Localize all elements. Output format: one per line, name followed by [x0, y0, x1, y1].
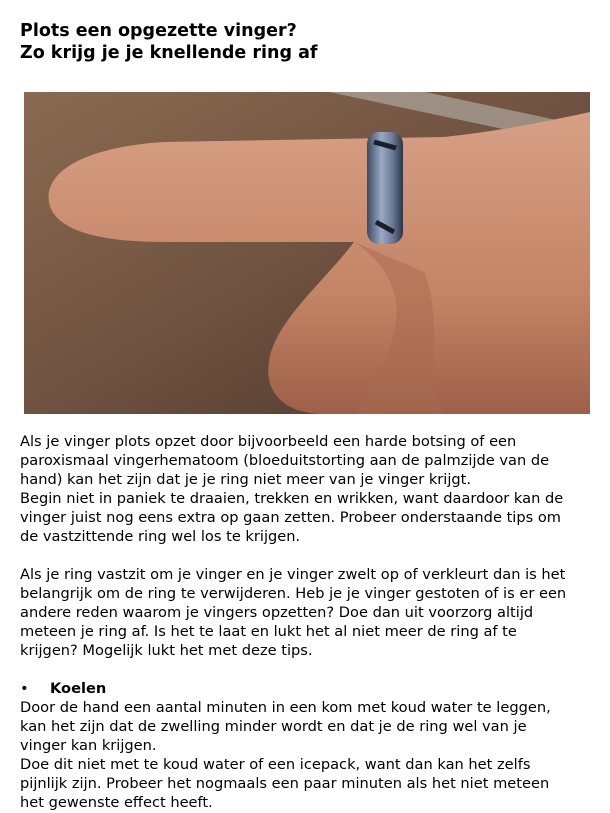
- text-line: de vastzittende ring wel los te krijgen.: [20, 528, 301, 545]
- text-line: Begin niet in paniek te draaien, trekken en wrikken, want daardoor kan de: [20, 490, 564, 507]
- text-line: Doe dit niet met te koud water of een icepack, want dan kan het zelfs: [20, 756, 531, 773]
- warning-paragraph: [20, 565, 566, 660]
- text-line: Door de hand een aantal minuten in een kom met koud water te leggen,: [20, 699, 551, 716]
- tip-heading-text: Koelen: [50, 680, 107, 697]
- text-line: hand) kan het zijn dat je je ring niet meer van je vinger krijgt.: [20, 471, 472, 488]
- tip-koelen: [20, 679, 566, 812]
- text-line: belangrijk om de ring te verwijderen. Heb je je vinger gestoten of is er een: [20, 585, 567, 602]
- tip-heading: [20, 679, 566, 698]
- text-line: paroxismaal vingerhematoom (bloeduitstorting aan de palmzijde van de: [20, 452, 550, 469]
- text-line: Als je vinger plots opzet door bijvoorbeeld een harde botsing of een: [20, 433, 517, 450]
- bullet-icon: •: [20, 680, 29, 697]
- title-line: Zo krijg je je knellende ring af: [20, 43, 318, 63]
- text-line: krijgen? Mogelijk lukt het met deze tips.: [20, 642, 313, 659]
- text-line: kan het zijn dat de zwelling minder wordt en dat je de ring wel van je: [20, 718, 527, 735]
- intro-paragraph: [20, 432, 566, 546]
- text-line: meteen je ring af. Is het te laat en lukt het al niet meer de ring af te: [20, 623, 517, 640]
- text-line: vinger juist nog eens extra op gaan zetten. Probeer onderstaande tips om: [20, 509, 561, 526]
- text-line: andere reden waarom je vingers opzetten? Doe dan uit voorzorg altijd: [20, 604, 534, 621]
- finger-ring-photo: [24, 92, 590, 414]
- text-line: het gewenste effect heeft.: [20, 794, 213, 811]
- text-line: pijnlijk zijn. Probeer het nogmaals een paar minuten als het niet meteen: [20, 775, 550, 792]
- text-line: Als je ring vastzit om je vinger en je vinger zwelt op of verkleurt dan is het: [20, 566, 566, 583]
- photo-finger-with-ring-icon: [24, 92, 590, 414]
- text-line: vinger kan krijgen.: [20, 737, 157, 754]
- article-title: [20, 20, 318, 64]
- article-body: [20, 432, 566, 812]
- title-line: Plots een opgezette vinger?: [20, 21, 297, 41]
